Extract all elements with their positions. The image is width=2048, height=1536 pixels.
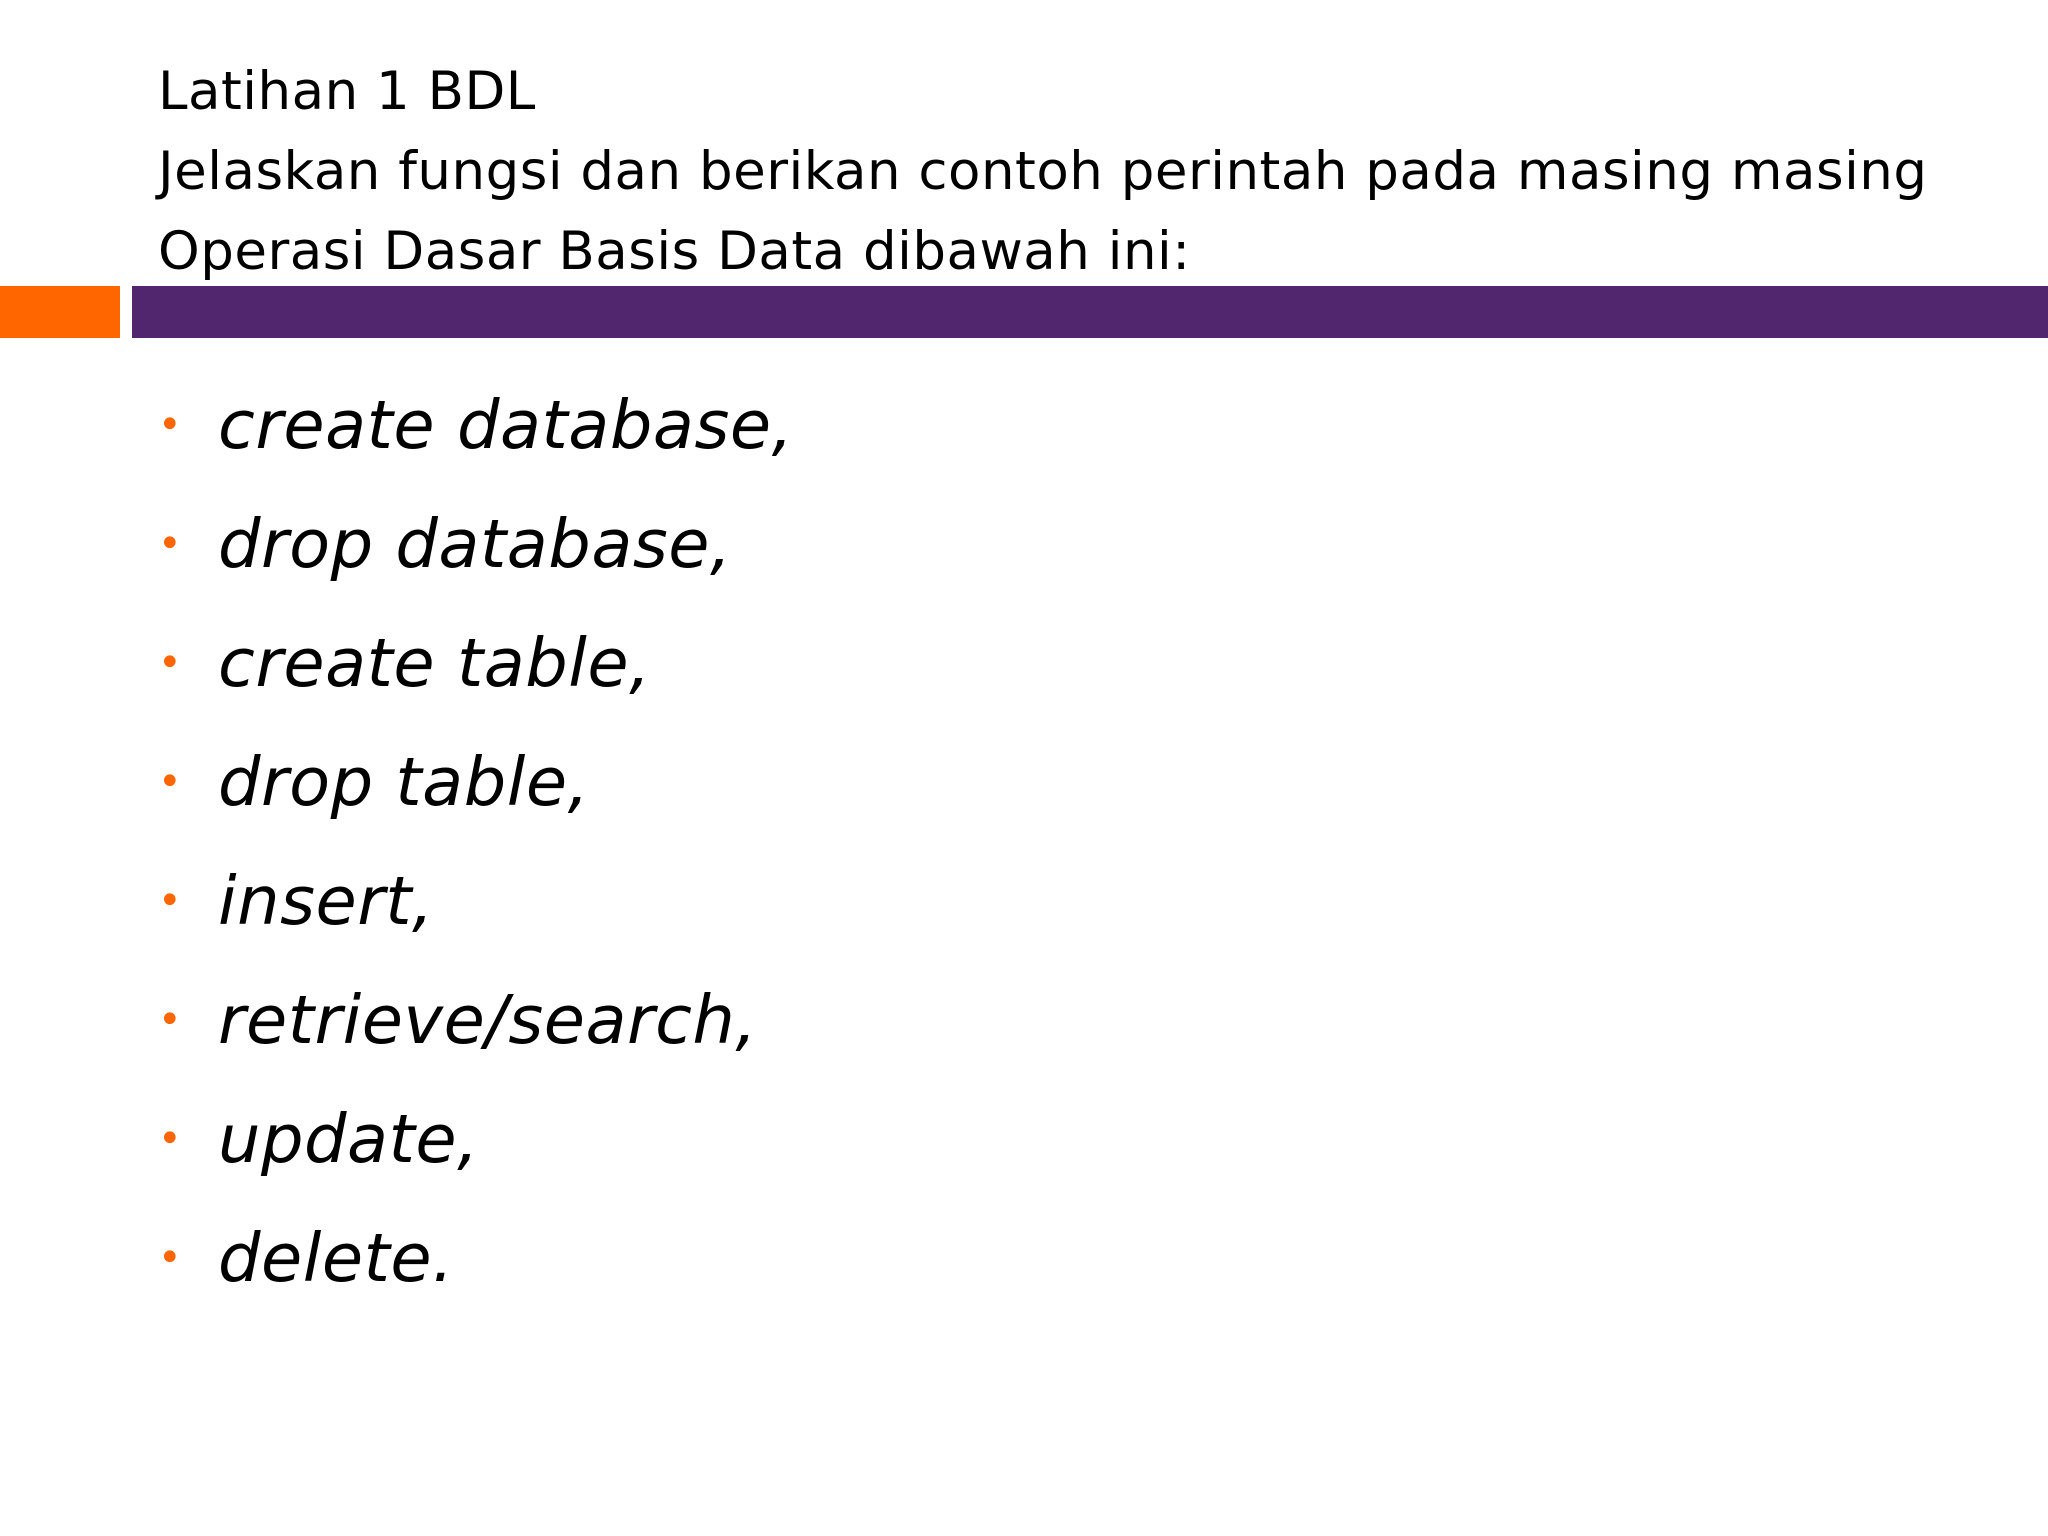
list-item	[158, 623, 793, 742]
list-item-text: insert,	[218, 862, 434, 940]
list-item-text: create database,	[218, 386, 794, 464]
slide-title	[158, 52, 2018, 292]
list-item	[158, 385, 793, 504]
bullet-dot-icon: •	[158, 878, 182, 924]
title-line-3: Operasi Dasar Basis Data dibawah ini:	[158, 221, 1191, 282]
list-item-text: update,	[218, 1100, 479, 1178]
list-item-text: retrieve/search,	[218, 981, 758, 1059]
bullet-dot-icon: •	[158, 640, 182, 686]
title-line-1: Latihan 1 BDL	[158, 61, 536, 122]
list-item	[158, 742, 793, 861]
accent-bar-orange	[0, 286, 120, 338]
bullet-dot-icon: •	[158, 997, 182, 1043]
list-item-text: create table,	[218, 624, 651, 702]
list-item	[158, 861, 793, 980]
title-line-2: Jelaskan fungsi dan berikan contoh perintah pada masing masing	[158, 141, 1928, 202]
accent-bar-purple	[132, 286, 2048, 338]
list-item-text: drop table,	[218, 743, 590, 821]
list-item	[158, 1099, 793, 1218]
bullet-dot-icon: •	[158, 1116, 182, 1162]
list-item-text: drop database,	[218, 505, 732, 583]
bullet-dot-icon: •	[158, 521, 182, 567]
list-item-text: delete.	[218, 1219, 454, 1297]
list-item	[158, 504, 793, 623]
list-item	[158, 980, 793, 1099]
bullet-dot-icon: •	[158, 1235, 182, 1281]
bullet-dot-icon: •	[158, 402, 182, 448]
bullet-dot-icon: •	[158, 759, 182, 805]
list-item	[158, 1218, 793, 1337]
operations-list	[158, 385, 793, 1337]
